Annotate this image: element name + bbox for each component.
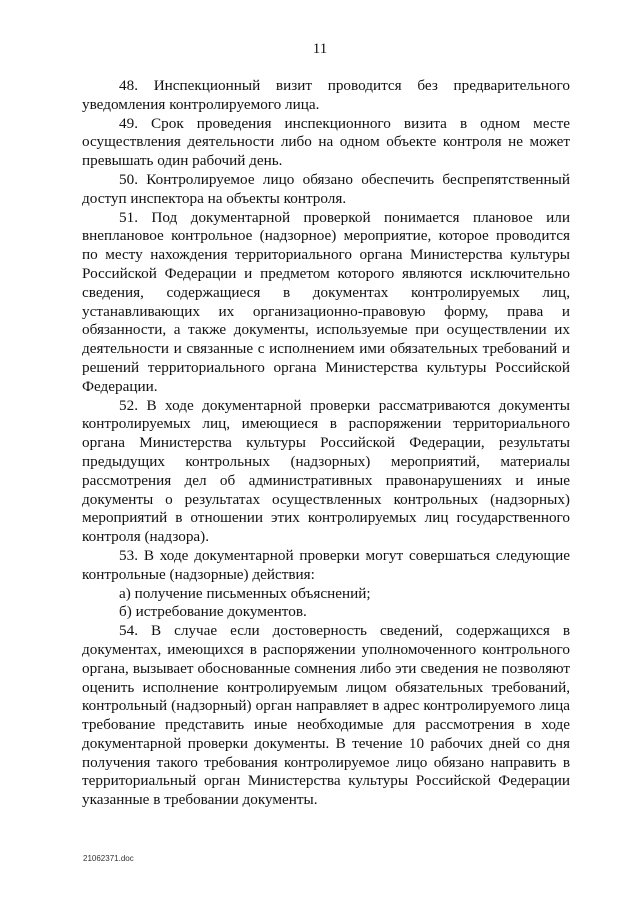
paragraph-50: 50. Контролируемое лицо обязано обеспечить беспрепятственный доступ инспектора на объекты контроля. bbox=[82, 170, 570, 207]
paragraph-51: 51. Под документарной проверкой понимается плановое или внеплановое контрольное (надзорное) мероприятие, которое проводится по месту нахождения территориального органа Министерства культуры Российской Федерации и предметом которого являются исключительно сведения, содержащиеся в документах контролируемых лиц, устанавливающих их организационно-правовую форму, права и обязанности, а также документы, используемые при осуществлении их деятельности и связанные с исполнением ими обязательных требований и решений территориального органа Министерства культуры Российской Федерации. bbox=[82, 208, 570, 395]
paragraph-48: 48. Инспекционный визит проводится без предварительного уведомления контролируемого лица. bbox=[82, 77, 570, 113]
list-item-a: а) получение письменных объяснений; bbox=[119, 584, 371, 602]
page-number: 11 bbox=[312, 41, 328, 57]
document-body bbox=[82, 77, 570, 810]
list-item-b: б) истребование документов. bbox=[119, 603, 307, 621]
paragraph-53: 53. В ходе документарной проверки могут совершаться следующие контрольные (надзорные) действия: bbox=[82, 546, 570, 583]
paragraph-52: 52. В ходе документарной проверки рассматриваются документы контролируемых лиц, имеющиеся в распоряжении территориального органа Министерства культуры Российской Федерации, результаты предыдущих контрольных (надзорных) мероприятий, материалы рассмотрения дел об административных правонарушениях и иные документы о результатах осуществленных контрольных (надзорных) мероприятий в отношении этих контролируемых лиц государственного контроля (надзора). bbox=[82, 396, 570, 546]
paragraph-49: 49. Срок проведения инспекционного визита в одном месте осуществления деятельности либо на одном объекте контроля не может превышать один рабочий день. bbox=[82, 114, 570, 170]
document-filename: 21062371.doc bbox=[83, 854, 134, 863]
paragraph-54: 54. В случае если достоверность сведений, содержащихся в документах, имеющихся в распоряжении уполномоченного контрольного органа, вызывает обоснованные сомнения либо эти сведения не позволяют оценить исполнение контролируемым лицом обязательных требований, контрольный (надзорный) орган направляет в адрес контролируемого лица требование представить иные необходимые для рассмотрения в ходе документарной проверки документы. В течение 10 рабочих дней со дня получения такого требования контролируемое лицо обязано направить в территориальный орган Министерства культуры Российской Федерации указанные в требовании документы. bbox=[82, 622, 570, 809]
